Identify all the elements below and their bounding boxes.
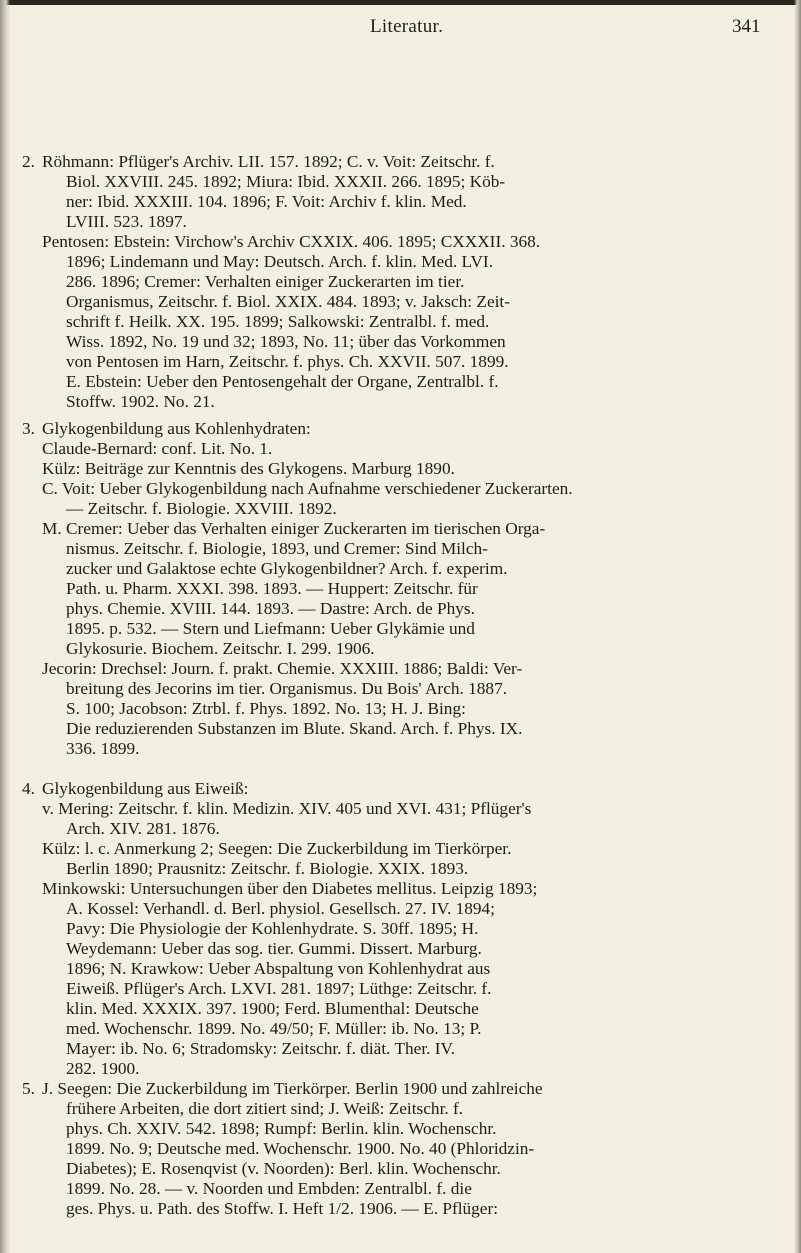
entry-line: Külz: l. c. Anmerkung 2; Seegen: Die Zuckerbildung im Tierkörper.	[42, 839, 512, 858]
entry-line: schrift f. Heilk. XX. 195. 1899; Salkowski: Zentralbl. f. med.	[66, 312, 490, 331]
entry-line: 286. 1896; Cremer: Verhalten einiger Zuckerarten im tier.	[66, 272, 465, 291]
entry-line: 1896; Lindemann und May: Deutsch. Arch. f. klin. Med. LVI.	[66, 252, 494, 271]
entry-line: 282. 1900.	[66, 1059, 140, 1078]
entry-line: Wiss. 1892, No. 19 und 32; 1893, No. 11; über das Vorkommen	[66, 332, 506, 351]
entry-line: breitung des Jecorins im tier. Organismus. Du Bois' Arch. 1887.	[66, 679, 508, 698]
entry-line: ner: Ibid. XXXIII. 104. 1896; F. Voit: Archiv f. klin. Med.	[66, 192, 467, 211]
entry-line: Organismus, Zeitschr. f. Biol. XXIX. 484. 1893; v. Jaksch: Zeit-	[66, 292, 510, 311]
entry-line: Diabetes); E. Rosenqvist (v. Noorden): Berl. klin. Wochenschr.	[66, 1159, 501, 1178]
entry-line: med. Wochenschr. 1899. No. 49/50; F. Müller: ib. No. 13; P.	[66, 1019, 482, 1038]
entry-line: Weydemann: Ueber das sog. tier. Gummi. Dissert. Marburg.	[66, 939, 482, 958]
entry-number: 3.	[22, 419, 35, 438]
entry-line: Glykosurie. Biochem. Zeitschr. I. 299. 1906.	[66, 639, 375, 658]
entry-line: Pentosen: Ebstein: Virchow's Archiv CXXIX. 406. 1895; CXXXII. 368.	[42, 232, 541, 251]
entry-line: Biol. XXVIII. 245. 1892; Miura: Ibid. XXXII. 266. 1895; Köb-	[66, 172, 506, 191]
entry-line: Glykogenbildung aus Eiweiß:	[42, 779, 249, 798]
entry-line: Eiweiß. Pflüger's Arch. LXVI. 281. 1897; Lüthge: Zeitschr. f.	[66, 979, 492, 998]
entry-line: zucker und Galaktose echte Glykogenbildner? Arch. f. experim.	[66, 559, 508, 578]
entry-line: Stoffw. 1902. No. 21.	[66, 392, 215, 411]
entry-line: C. Voit: Ueber Glykogenbildung nach Aufnahme verschiedener Zuckerarten.	[42, 479, 573, 498]
entry-line: frühere Arbeiten, die dort zitiert sind; J. Weiß: Zeitschr. f.	[66, 1099, 464, 1118]
entry-line: S. 100; Jacobson: Ztrbl. f. Phys. 1892. No. 13; H. J. Bing:	[66, 699, 466, 718]
entry-line: Minkowski: Untersuchungen über den Diabetes mellitus. Leipzig 1893;	[42, 879, 538, 898]
entry-line: Röhmann: Pflüger's Archiv. LII. 157. 1892; C. v. Voit: Zeitschr. f.	[42, 152, 495, 171]
entry-line: von Pentosen im Harn, Zeitschr. f. phys. Ch. XXVII. 507. 1899.	[66, 352, 509, 371]
entry-line: klin. Med. XXXIX. 397. 1900; Ferd. Blumenthal: Deutsche	[66, 999, 479, 1018]
entry-line: 1899. No. 28. — v. Noorden und Embden: Zentralbl. f. die	[66, 1179, 472, 1198]
entry-line: phys. Ch. XXIV. 542. 1898; Rumpf: Berlin. klin. Wochenschr.	[66, 1119, 497, 1138]
entry-line: nismus. Zeitschr. f. Biologie, 1893, und Cremer: Sind Milch-	[66, 539, 488, 558]
entry-line: Arch. XIV. 281. 1876.	[66, 819, 220, 838]
entry-line: M. Cremer: Ueber das Verhalten einiger Zuckerarten im tierischen Orga-	[42, 519, 546, 538]
entry-line: A. Kossel: Verhandl. d. Berl. physiol. Gesellsch. 27. IV. 1894;	[66, 899, 495, 918]
entry-line: ges. Phys. u. Path. des Stoffw. I. Heft 1/2. 1906. — E. Pflüger:	[66, 1199, 499, 1218]
entry-line: LVIII. 523. 1897.	[66, 212, 187, 231]
entry-line: phys. Chemie. XVIII. 144. 1893. — Dastre: Arch. de Phys.	[66, 599, 475, 618]
entry-line: Jecorin: Drechsel: Journ. f. prakt. Chemie. XXXIII. 1886; Baldi: Ver-	[42, 659, 523, 678]
entry-line: Claude-Bernard: conf. Lit. No. 1.	[42, 439, 273, 458]
entry-line: Külz: Beiträge zur Kenntnis des Glykogens. Marburg 1890.	[42, 459, 455, 478]
entry-line: — Zeitschr. f. Biologie. XXVIII. 1892.	[66, 499, 337, 518]
entry-number: 2.	[22, 152, 35, 171]
entry-line: E. Ebstein: Ueber den Pentosengehalt der Organe, Zentralbl. f.	[66, 372, 499, 391]
entry-line: Path. u. Pharm. XXXI. 398. 1893. — Huppert: Zeitschr. für	[66, 579, 478, 598]
entry-line: J. Seegen: Die Zuckerbildung im Tierkörper. Berlin 1900 und zahlreiche	[42, 1079, 543, 1098]
entry-line: Pavy: Die Physiologie der Kohlenhydrate. S. 30ff. 1895; H.	[66, 919, 479, 938]
entry-line: 1899. No. 9; Deutsche med. Wochenschr. 1900. No. 40 (Phloridzin-	[66, 1139, 535, 1158]
entry-line: 1895. p. 532. — Stern und Liefmann: Ueber Glykämie und	[66, 619, 475, 638]
entry-number: 4.	[22, 779, 35, 798]
entry-line: Mayer: ib. No. 6; Stradomsky: Zeitschr. f. diät. Ther. IV.	[66, 1039, 456, 1058]
entry-number: 5.	[22, 1079, 35, 1098]
entry-line: v. Mering: Zeitschr. f. klin. Medizin. XIV. 405 und XVI. 431; Pflüger's	[42, 799, 532, 818]
running-title: Literatur.	[370, 16, 444, 37]
entry-line: Die reduzierenden Substanzen im Blute. Skand. Arch. f. Phys. IX.	[66, 719, 523, 738]
entry-line: 1896; N. Krawkow: Ueber Abspaltung von Kohlenhydrat aus	[66, 959, 491, 978]
entry-line: 336. 1899.	[66, 739, 140, 758]
entry-line: Glykogenbildung aus Kohlenhydraten:	[42, 419, 311, 438]
page-number: 341	[732, 16, 761, 37]
entry-line: Berlin 1890; Prausnitz: Zeitschr. f. Biologie. XXIX. 1893.	[66, 859, 469, 878]
